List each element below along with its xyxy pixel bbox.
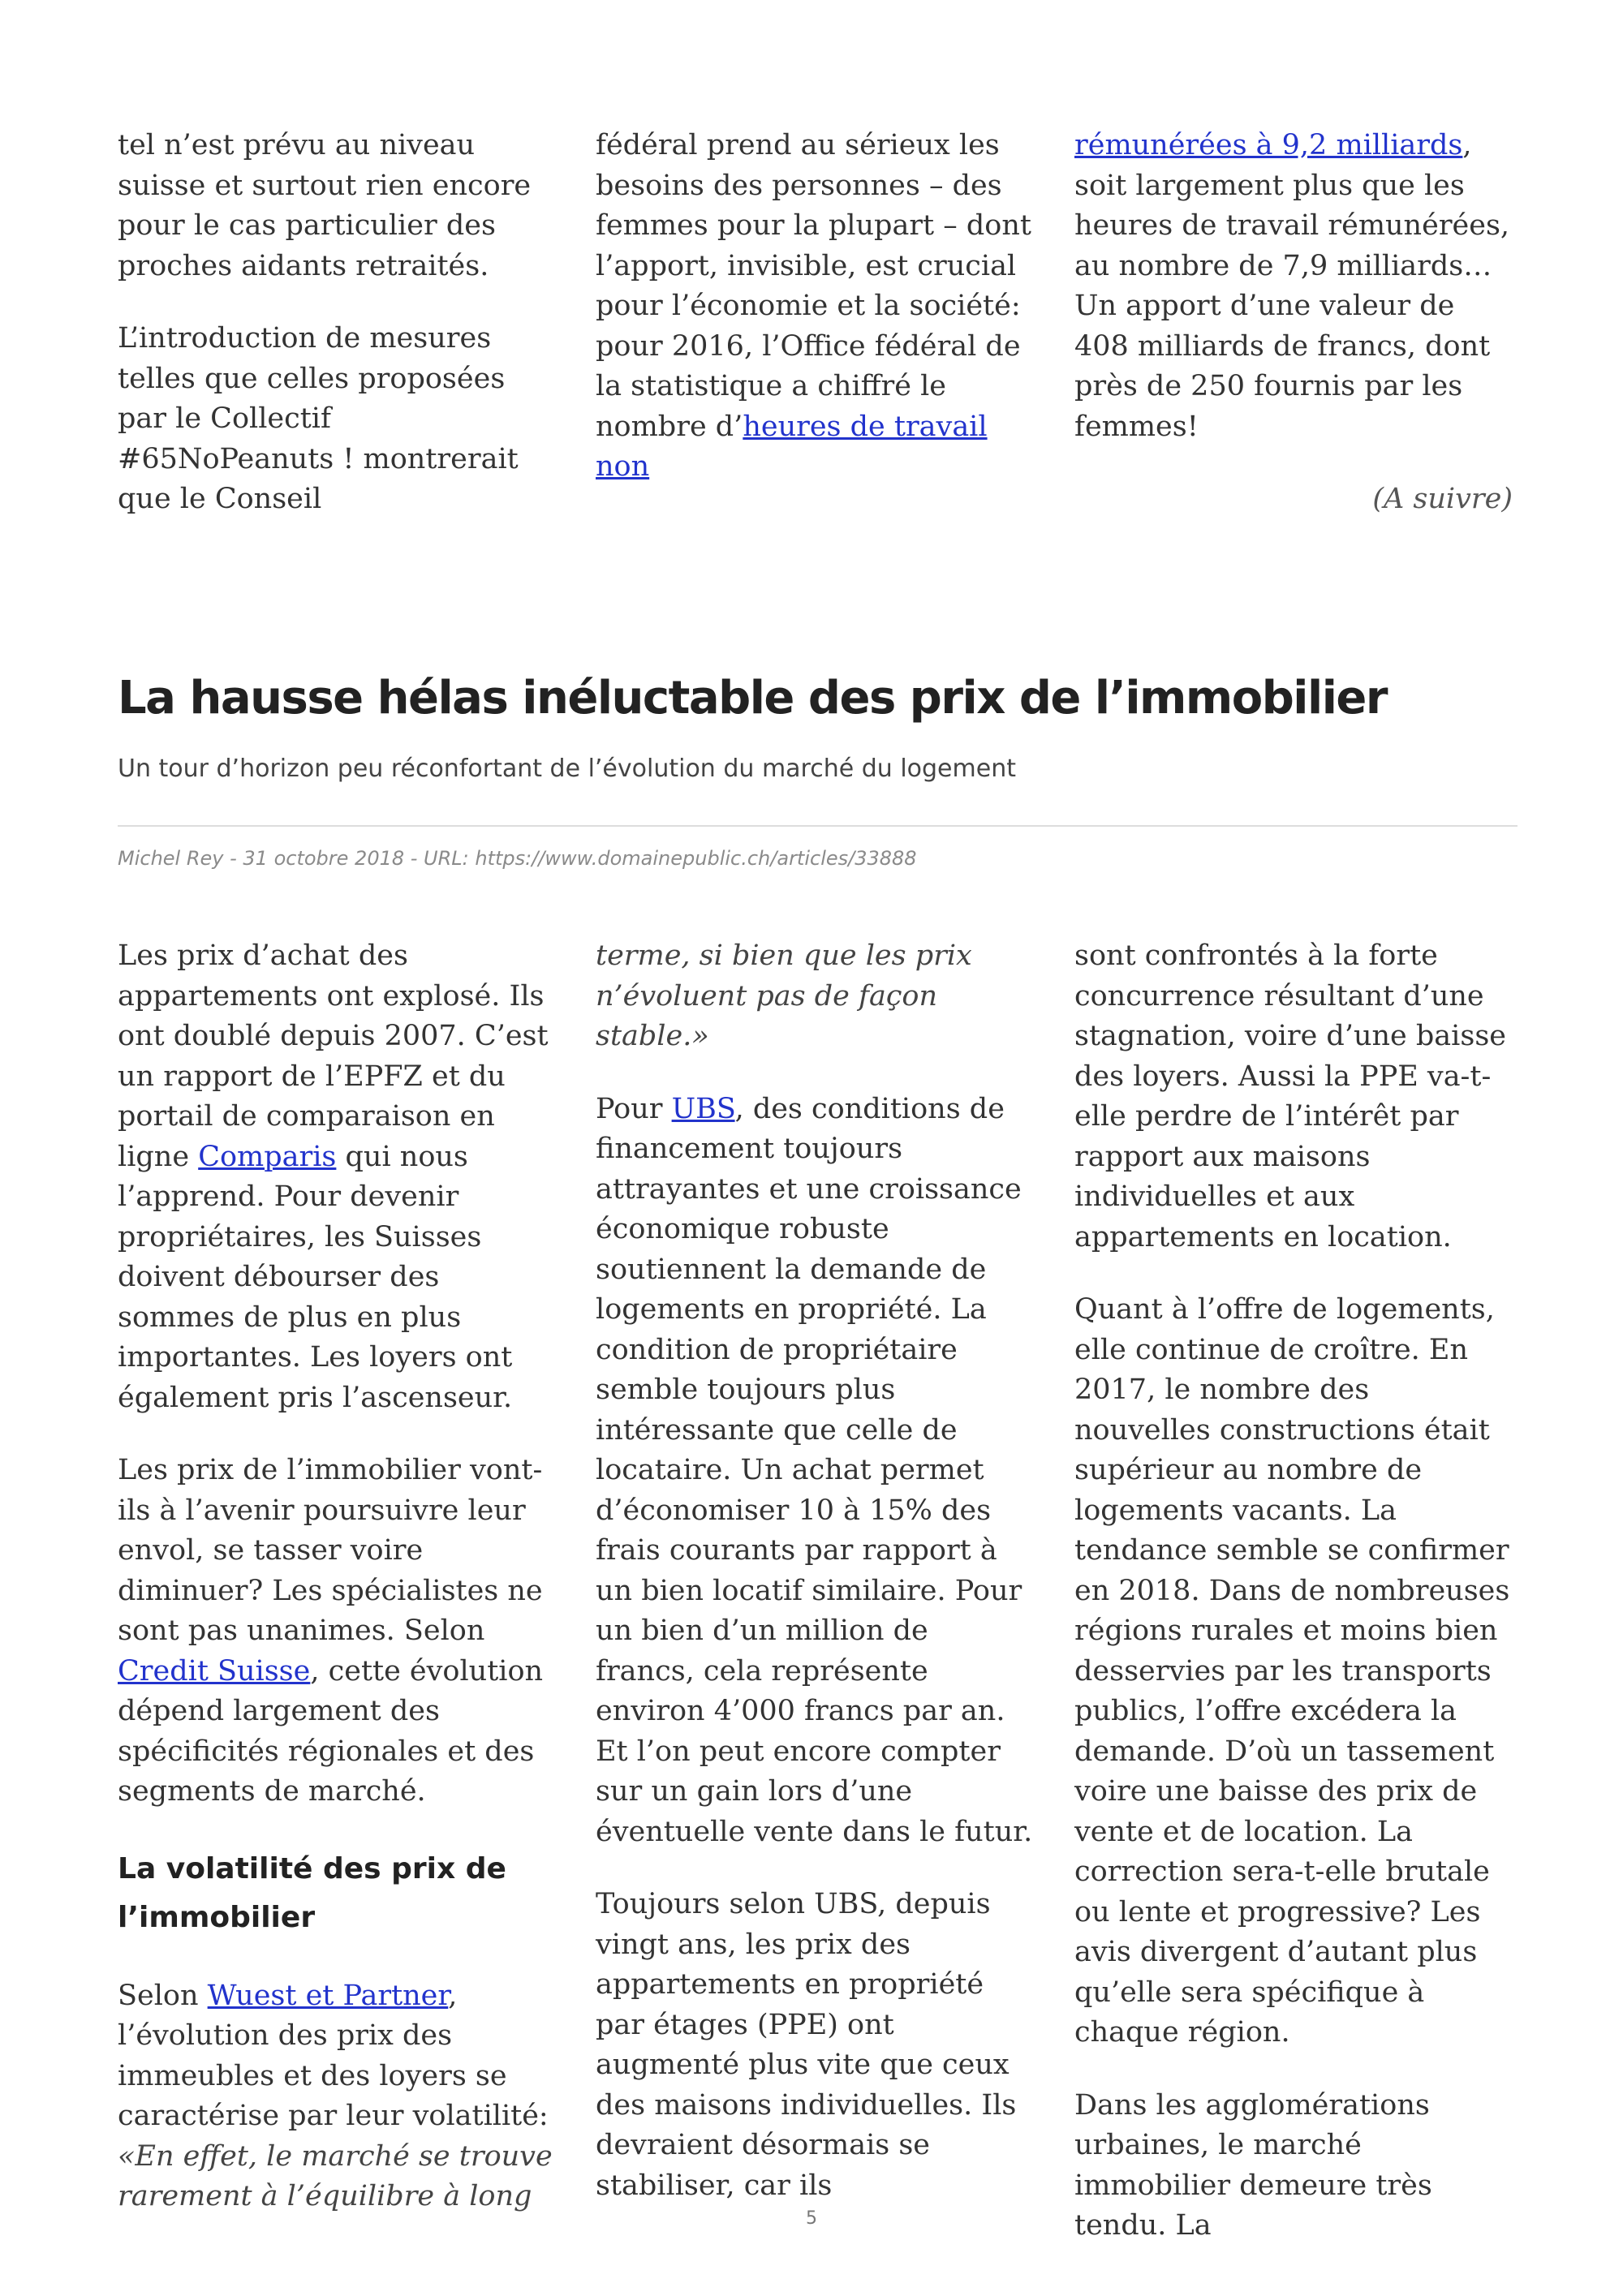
to-be-continued: (A suivre) [1372,483,1513,515]
article-subtitle: Un tour d’horizon peu réconfortant de l’évolution du marché du logement [118,755,1016,783]
paragraph [118,1976,556,2217]
article-title: La hausse hélas inéluctable des prix de l’immobilier [118,672,1387,724]
link-comparis[interactable]: Comparis [198,1140,337,1173]
article-meta: Michel Rey - 31 octobre 2018 - URL: https://www.domainepublic.ch/articles/33888 [118,847,917,870]
paragraph-text: Les prix d’achat des appartements ont explosé. Ils ont doublé depuis 2007. C’est un rapport de l’EPFZ et du portail de comparaison en ligne [118,939,549,1173]
quote-text: «En effet, le marché se trouve rarement à l’équilibre à long [118,2139,553,2212]
link-credit-suisse[interactable]: Credit Suisse [118,1654,311,1688]
paragraph-text: , soit largement plus que les heures de travail rémunérées, au nombre de 7,9 milliards… Un apport d’une valeur de 408 milliards de francs, dont près de 250 fournis par les femmes! [1074,129,1510,443]
section-heading: La volatilité des prix de l’immobilier [118,1851,506,1934]
paragraph-text: qui nous l’apprend. Pour devenir propriétaires, les Suisses doivent débourser des sommes de plus en plus importantes. Les loyers ont également pris l’ascenseur. [118,1140,513,1414]
paragraph-text: Les prix de l’immobilier vont-ils à l’avenir poursuivre leur envol, se tasser voire diminuer? Les spécialistes ne sont pas unanimes. Selon [118,1454,543,1647]
paragraph [1074,126,1513,447]
paragraph-text: fédéral prend au sérieux les besoins des personnes – des femmes pour la plupart – dont l’apport, invisible, est crucial pour l’économie et la société: pour 2016, l’Office fédéral de la statistique a chiffré le nombre d’ [596,129,1031,443]
paragraph [596,1090,1034,1853]
article-column-2 [596,936,1034,2206]
paragraph-text: Pour [596,1092,672,1125]
page-number: 5 [806,2208,817,2229]
link-heures-travail[interactable]: heures de travail non [596,410,988,483]
paragraph [596,126,1034,488]
link-ubs[interactable]: UBS [671,1092,735,1125]
divider [118,825,1518,827]
article-column-1 [118,936,556,2217]
link-remunerees[interactable]: rémunérées à 9,2 milliards [1074,129,1463,161]
article-column-3 [1074,936,1513,2247]
paragraph-text: Selon [118,1979,208,2012]
paragraph [118,936,556,1418]
paragraph-text: , cette évolution dépend largement des spécificités régionales et des segments de marché. [118,1654,544,1808]
paragraph [118,1451,556,1812]
prev-article-column-2 [596,126,1034,488]
paragraph: sont confrontés à la forte concurrence résultant d’une stagnation, voire d’une baisse des loyers. Aussi la PPE va-t-elle perdre de l’intérêt par rapport aux maisons individuelles et aux appartements en location. [1074,939,1506,1253]
paragraph-text: , l’évolution des prix des immeubles et des loyers se caractérise par leur volatilité: [118,1979,549,2132]
paragraph-text: , des conditions de financement toujours attrayantes et une croissance économique robuste soutiennent la demande de logements en propriété. La condition de propriétaire semble toujours plus intéressante que celle de locataire. Un achat permet d’économiser 10 à 15% des frais courants par rapport à un bien locatif similaire. Pour un bien d’un million de francs, cela représente environ 4’000 francs par an. Et l’on peut encore compter sur un gain lors d’une éventuelle vente dans le futur. [596,1092,1033,1848]
quote-text: terme, si bien que les prix n’évoluent pas de façon stable.» [596,939,972,1052]
paragraph: Toujours selon UBS, depuis vingt ans, les prix des appartements en propriété par étages (PPE) ont augmenté plus vite que ceux des maisons individuelles. Ils devraient désormais se stabiliser, car ils [596,1888,1017,2202]
paragraph: tel n’est prévu au niveau suisse et surtout rien encore pour le cas particulier des proches aidants retraités. [118,129,532,282]
paragraph: L’introduction de mesures telles que celles proposées par le Collectif #65NoPeanuts ! montrerait que le Conseil [118,322,519,515]
prev-article-column-1 [118,126,556,520]
paragraph [596,936,1034,1057]
prev-article-column-3 [1074,126,1513,553]
paragraph: Quant à l’offre de logements, elle continue de croître. En 2017, le nombre des nouvelles constructions était supérieur au nombre de logements vacants. La tendance semble se confirmer en 2018. Dans de nombreuses régions rurales et moins bien desservies par les transports publics, l’offre excédera la demande. D’où un tassement voire une baisse des prix de vente et de location. La correction sera-t-elle brutale ou lente et progressive? Les avis divergent d’autant plus qu’elle sera spécifique à chaque région. [1074,1293,1510,2049]
paragraph: Dans les agglomérations urbaines, le marché immobilier demeure très tendu. La [1074,2088,1432,2242]
link-wuest-partner[interactable]: Wuest et Partner [207,1979,449,2012]
